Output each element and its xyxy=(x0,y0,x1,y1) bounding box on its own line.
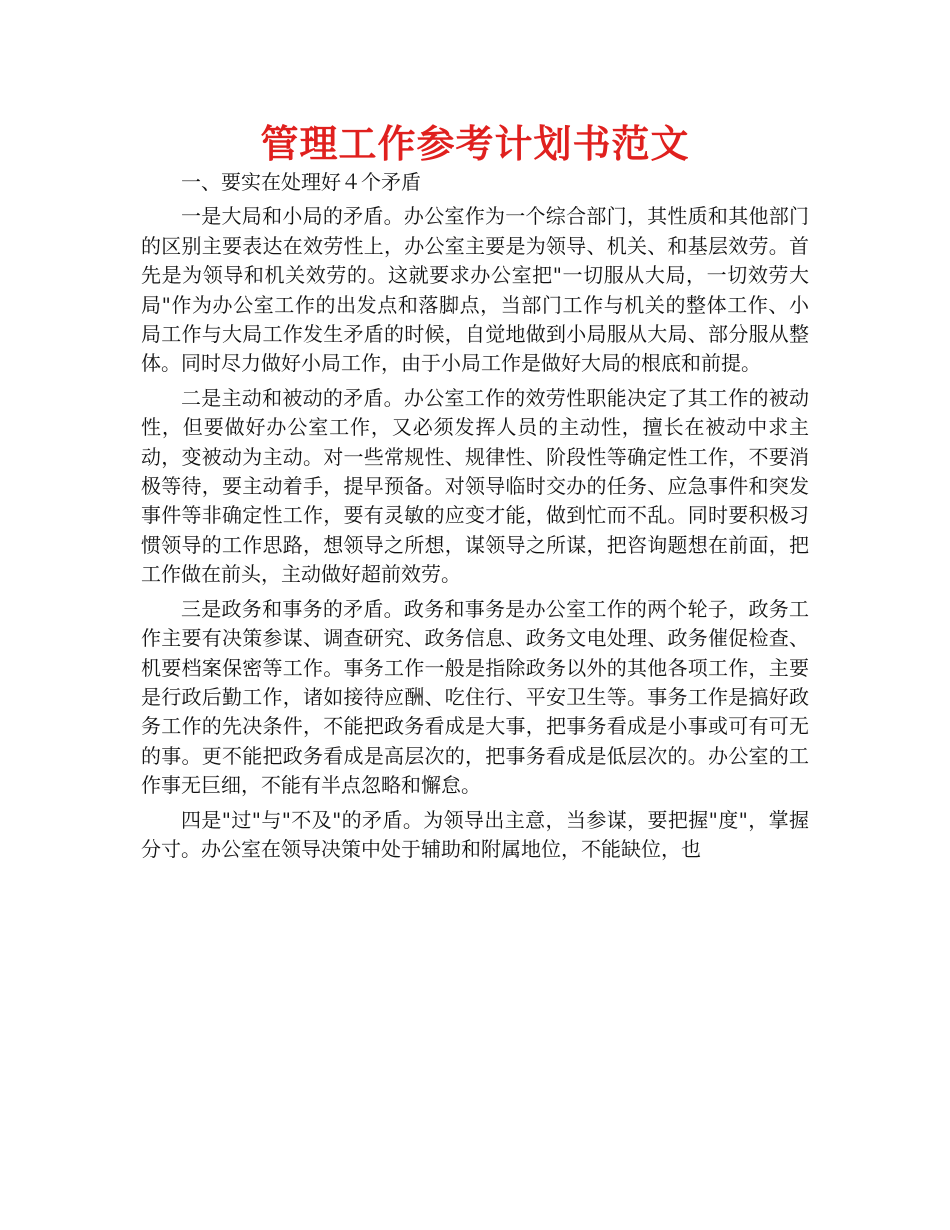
paragraph-1: 一是大局和小局的矛盾。办公室作为一个综合部门，其性质和其他部门的区别主要表达在效劳性上，办公室主要是为领导、机关、和基层效劳。首先是为领导和机关效劳的。这就要求办公室把"一切服从大局，一切效劳大局"作为办公室工作的出发点和落脚点，当部门工作与机关的整体工作、小局工作与大局工作发生矛盾的时候，自觉地做到小局服从大局、部分服从整体。同时尽力做好小局工作，由于小局工作是做好大局的根底和前提。 xyxy=(141,204,809,376)
paragraph-3: 三是政务和事务的矛盾。政务和事务是办公室工作的两个轮子，政务工作主要有决策参谋、调查研究、政务信息、政务文电处理、政务催促检查、机要档案保密等工作。事务工作一般是指除政务以外的其他各项工作，主要是行政后勤工作，诸如接待应酬、吃住行、平安卫生等。事务工作是搞好政务工作的先决条件，不能把政务看成是大事，把事务看成是小事或可有可无的事。更不能把政务看成是高层次的，把事务看成是低层次的。办公室的工作事无巨细，不能有半点忽略和懈怠。 xyxy=(141,596,809,798)
paragraph-4: 四是"过"与"不及"的矛盾。为领导出主意，当参谋，要把握"度"，掌握分寸。办公室在领导决策中处于辅助和附属地位，不能缺位，也 xyxy=(141,807,809,861)
document-body xyxy=(141,168,809,869)
section-heading: 一、要实在处理好４个矛盾 xyxy=(181,170,421,194)
document-title: 管理工作参考计划书范文 xyxy=(260,122,690,166)
paragraph-2: 二是主动和被动的矛盾。办公室工作的效劳性职能决定了其工作的被动性，但要做好办公室工作，又必须发挥人员的主动性，擅长在被动中求主动，变被动为主动。对一些常规性、规律性、阶段性等确定性工作，不要消极等待，要主动着手，提早预备。对领导临时交办的任务、应急事件和突发事件等非确定性工作，要有灵敏的应变才能，做到忙而不乱。同时要积极习惯领导的工作思路，想领导之所想，谋领导之所谋，把咨询题想在前面，把工作做在前头，主动做好超前效劳。 xyxy=(141,385,809,587)
